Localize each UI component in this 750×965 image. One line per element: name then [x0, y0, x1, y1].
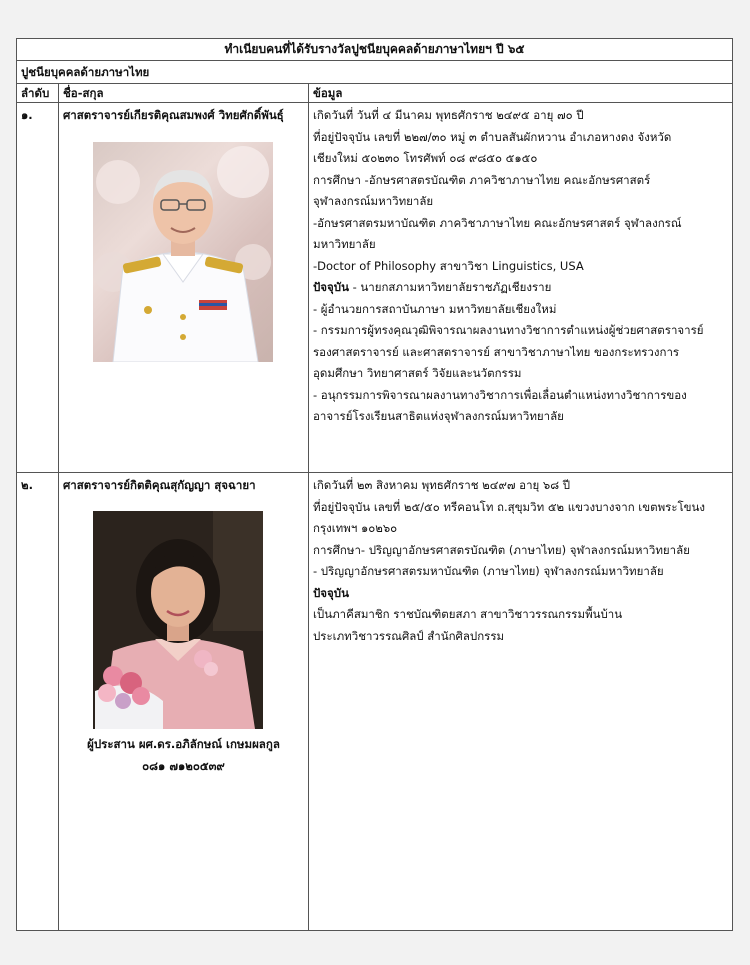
info-line: อุดมศึกษา วิทยาศาสตร์ วิจัยและนวัตกรรม — [313, 366, 522, 380]
current-label: ปัจจุบัน — [313, 280, 349, 294]
person-number: ๑. — [17, 103, 59, 473]
info-line: ประเภทวิชาวรรณศิลป์ สำนักศิลปกรรม — [313, 628, 505, 643]
current-first-item: - นายกสภามหาวิทยาลัยราชภัฏเชียงราย — [348, 280, 552, 294]
table-row — [17, 473, 733, 931]
portrait-photo — [93, 511, 263, 729]
portrait-man-illustration — [93, 142, 273, 362]
info-line: ที่อยู่ปัจจุบัน เลขที่ ๒๒๗/๓๐ หมู่ ๓ ตำบลสันผักหวาน อำเภอหางดง จังหวัด — [313, 129, 672, 144]
info-line: เกิดวันที่ วันที่ ๔ มีนาคม พุทธศักราช ๒๔๙๕ อายุ ๗๐ ปี — [313, 108, 584, 122]
info-line: จุฬาลงกรณ์มหาวิทยาลัย — [313, 194, 434, 208]
info-line: - ปริญญาอักษรศาสตรมหาบัณฑิต (ภาษาไทย) จุฬาลงกรณ์มหาวิทยาลัย — [313, 564, 664, 578]
person-info — [309, 473, 733, 931]
info-line: การศึกษา -อักษรศาสตรบัณฑิต ภาควิชาภาษาไทย คณะอักษรศาสตร์ — [313, 172, 651, 187]
portrait-photo — [93, 142, 273, 362]
column-header-name: ชื่อ-สกุล — [59, 84, 309, 103]
person-number: ๒. — [17, 473, 59, 931]
info-line: - อนุกรรมการพิจารณาผลงานทางวิชาการเพื่อเลื่อนตำแหน่งทางวิชาการของ — [313, 387, 687, 402]
info-line: - ผู้อำนวยการสถาบันภาษา มหาวิทยาลัยเชียงใหม่ — [313, 301, 557, 316]
info-line: เชียงใหม่ ๕๐๒๓๐ โทรศัพท์ ๐๘ ๙๘๕๐ ๕๑๕๐ — [313, 151, 538, 165]
info-line: รองศาสตราจารย์ และศาสตราจารย์ สาขาวิชาภาษาไทย ของกระทรวงการ — [313, 344, 680, 359]
table-row — [17, 103, 733, 473]
section-heading: ปูชนียบุคคลด้ายภาษาไทย — [17, 61, 733, 84]
document-page — [16, 38, 732, 930]
current-position-line — [313, 277, 728, 299]
info-line: ที่อยู่ปัจจุบัน เลขที่ ๒๕/๕๐ ทรีคอนโท ถ.สุขุมวิท ๕๒ แขวงบางจาก เขตพระโขนง — [313, 499, 706, 514]
portrait-woman-illustration — [93, 511, 263, 729]
person-info — [309, 103, 733, 473]
coordinator-contact — [63, 733, 304, 777]
awardee-table — [16, 38, 733, 931]
info-line: เกิดวันที่ ๒๓ สิงหาคม พุทธศักราช ๒๔๙๗ อายุ ๖๘ ปี — [313, 478, 571, 492]
coordinator-phone: ๐๘๑ ๗๑๒๐๕๓๙ — [142, 758, 225, 773]
info-line: -Doctor of Philosophy สาขาวิชา Linguistics, USA — [313, 258, 584, 273]
document-title: ทำเนียบคนที่ได้รับรางวัลปูชนียบุคคลด้ายภาษาไทยฯ ปี ๖๕ — [17, 39, 733, 61]
column-header-info: ข้อมูล — [309, 84, 733, 103]
info-line: -อักษรศาสตรมหาบัณฑิต ภาควิชาภาษาไทย คณะอักษรศาสตร์ จุฬาลงกรณ์ — [313, 215, 682, 230]
info-line: เป็นภาคีสมาชิก ราชบัณฑิตยสภา สาขาวิชาวรรณกรรมพื้นบ้าน — [313, 607, 623, 621]
current-label: ปัจจุบัน — [313, 585, 349, 600]
info-line: การศึกษา- ปริญญาอักษรศาสตรบัณฑิต (ภาษาไทย) จุฬาลงกรณ์มหาวิทยาลัย — [313, 542, 690, 557]
info-line: มหาวิทยาลัย — [313, 237, 376, 251]
info-line: อาจารย์โรงเรียนสาธิตแห่งจุฬาลงกรณ์มหาวิทยาลัย — [313, 409, 564, 423]
coordinator-name: ผู้ประสาน ผศ.ดร.อภิลักษณ์ เกษมผลกูล — [87, 736, 280, 751]
column-header-no: ลำดับ — [17, 84, 59, 103]
info-line: กรุงเทพฯ ๑๐๒๖๐ — [313, 521, 398, 535]
person-name: ศาสตราจารย์เกียรติคุณสมพงศ์ วิทยศักดิ์พันธุ์ — [63, 108, 284, 122]
person-name: ศาสตราจารย์กิตติคุณสุกัญญา สุจฉายา — [63, 478, 256, 492]
info-line: - กรรมการผู้ทรงคุณวุฒิพิจารณาผลงานทางวิชาการตำแหน่งผู้ช่วยศาสตราจารย์ — [313, 323, 704, 337]
